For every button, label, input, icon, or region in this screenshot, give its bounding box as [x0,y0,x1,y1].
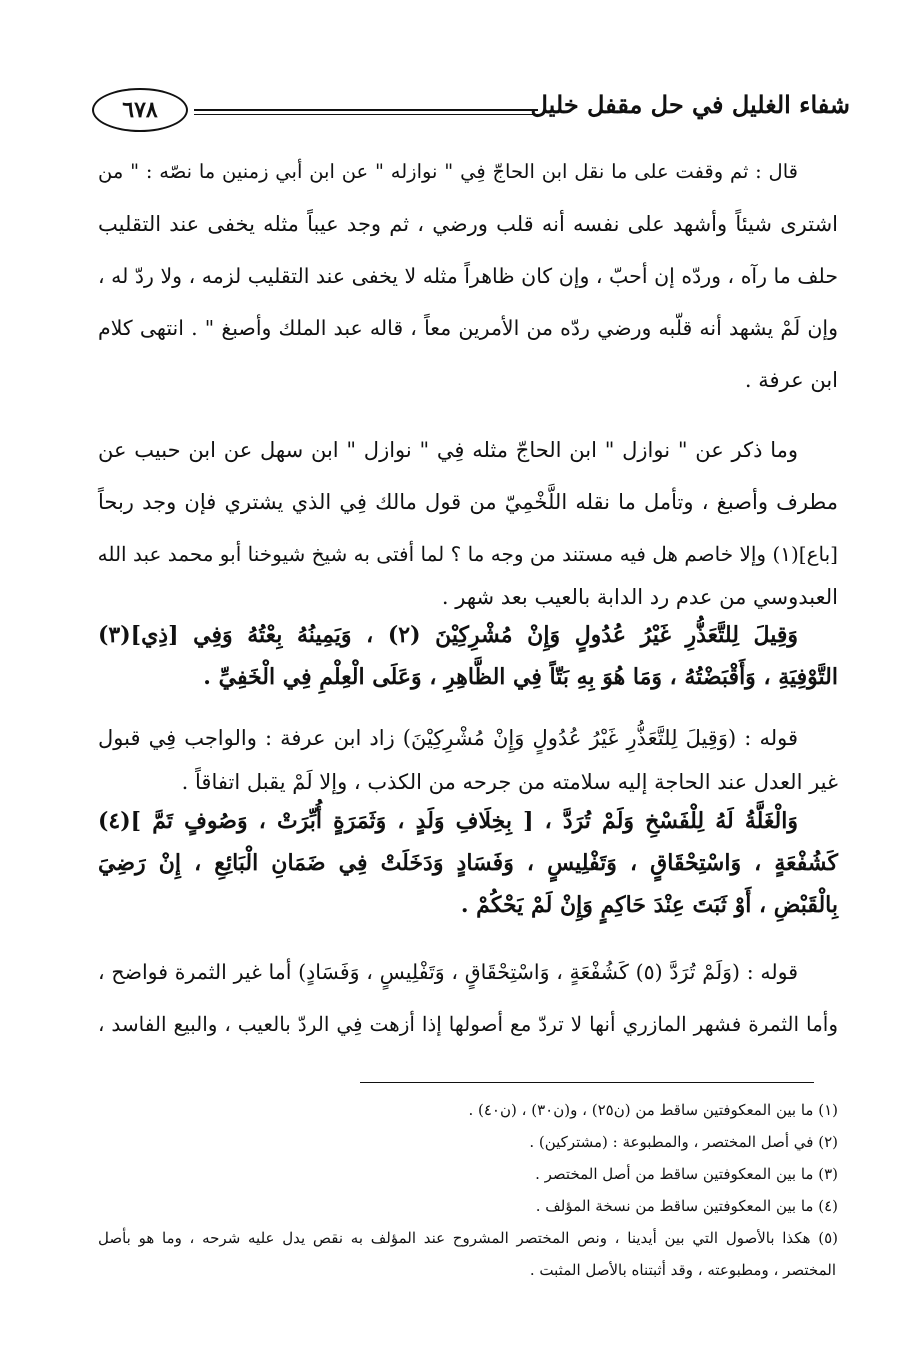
text-line: قوله : (وَقِيلَ لِلتَّعَذُّرِ غَيْرُ عُدُولٍ وَإِنْ مُشْرِكِيْنَ) زاد ابن عرفة : والواجب فِي قبول [98,726,798,750]
text-line: مطرف وأصبغ ، وتأمل ما نقله اللَّخْمِيّ من قول مالك فِي الذي يشتري فإن وجد ربحاً [98,490,838,514]
text-line: العبدوسي من عدم رد الدابة بالعيب بعد شهر . [441,585,838,609]
running-header [92,84,850,134]
text-line: قوله : (وَلَمْ تُرَدَّ (٥) كَشُفْعَةٍ ، وَاسْتِحْقَاقٍ ، وَتَفْلِيسٍ ، وَفَسَادٍ) أما غير الثمرة فواضح ، [98,960,798,984]
text-line: [باع](١) وإلا خاصم هل فيه مستند من وجه ما ؟ لما أفتى به شيخ شيوخنا أبو محمد عبد الله [97,542,838,566]
header-rule [194,109,538,115]
footnote-rule [360,1082,814,1083]
matn-line: بِالْقَبْضِ ، أَوْ ثَبَتَ عِنْدَ حَاكِمٍ وَإِنْ لَمْ يَحْكُمْ . [460,892,838,918]
footnote-continuation: المختصر ، ومطبوعته ، وقد أثبتناه بالأصل المثبت . [529,1261,836,1279]
text-line: قال : ثم وقفت على ما نقل ابن الحاجّ فِي " نوازله " عن ابن أبي زمنين ما نصّه : " من [98,160,798,183]
footnote: (٢) في أصل المختصر ، والمطبوعة : (مشتركين) . [529,1133,838,1151]
text-line: حلف ما رآه ، وردّه إن أحبّ ، وإن كان ظاهراً مثله لا يخفى عند التقليب لزمه ، ولا ردّ له ، [98,264,838,288]
text-line: غير العدل عند الحاجة إليه سلامته من جرحه من الكذب ، وإلا لَمْ يقبل اتفاقاً . [181,770,838,794]
matn-line: وَقِيلَ لِلتَّعَذُّرِ غَيْرُ عُدُولٍ وَإِنْ مُشْرِكِيْنَ (٢) ، وَيَمِينُهُ بِعْتُهُ وَفِي [ذِي](٣) [98,622,798,648]
matn-line: كَشُفْعَةٍ ، وَاسْتِحْقَاقٍ ، وَتَفْلِيسٍ ، وَفَسَادٍ وَدَخَلَتْ فِي ضَمَانِ الْبَائِعِ ، إِنْ رَضِيَ [98,850,838,876]
main-text [98,146,838,1050]
footnotes [98,1094,838,1286]
matn-line: التَّوْفِيَةِ ، وَأَقْبَضْتُهُ ، وَمَا هُوَ بِهِ بَتّاً فِي الظَّاهِرِ ، وَعَلَى الْعِلْمِ فِي الْخَفِيِّ . [203,664,838,690]
text-line: وما ذكر عن " نوازل " ابن الحاجّ مثله فِي " نوازل " ابن سهل عن ابن حبيب عن [98,438,798,462]
book-title: شفاء الغليل في حل مقفل خليل [530,90,850,119]
text-line: وأما الثمرة فشهر المازري أنها لا تردّ مع أصولها إذا أزهت فِي الردّ بالعيب ، والبيع الفاسد ، [98,1012,838,1036]
matn-line: وَالْغَلَّةُ لَهُ لِلْفَسْخِ وَلَمْ تُرَدَّ ، [ بِخِلَافِ وَلَدٍ ، وَثَمَرَةٍ أُبِّرَتْ ، وَصُوفٍ تَمَّ ](٤) [98,808,798,834]
footnote: (٥) هكذا بالأصول التي بين أيدينا ، ونص المختصر المشروح عند المؤلف به نقص يدل عليه شرحه ، وما هو بأصل [98,1229,838,1247]
text-line: ابن عرفة . [744,368,838,392]
text-line: اشترى شيئاً وأشهد على نفسه أنه قلب ورضي ، ثم وجد عيباً مثله يخفى عند التقليب [98,212,838,236]
footnote: (٤) ما بين المعكوفتين ساقط من نسخة المؤلف . [535,1197,838,1215]
page-number: ٦٧٨ [92,88,188,132]
text-line: وإن لَمْ يشهد أنه قلّبه ورضي ردّه من الأمرين معاً ، قاله عبد الملك وأصبغ " . انتهى كلام [98,316,838,340]
footnote: (٣) ما بين المعكوفتين ساقط من أصل المختصر . [535,1165,838,1183]
footnote: (١) ما بين المعكوفتين ساقط من (ن٢٥) ، و(ن٣٠) ، (ن٤٠) . [468,1101,838,1119]
